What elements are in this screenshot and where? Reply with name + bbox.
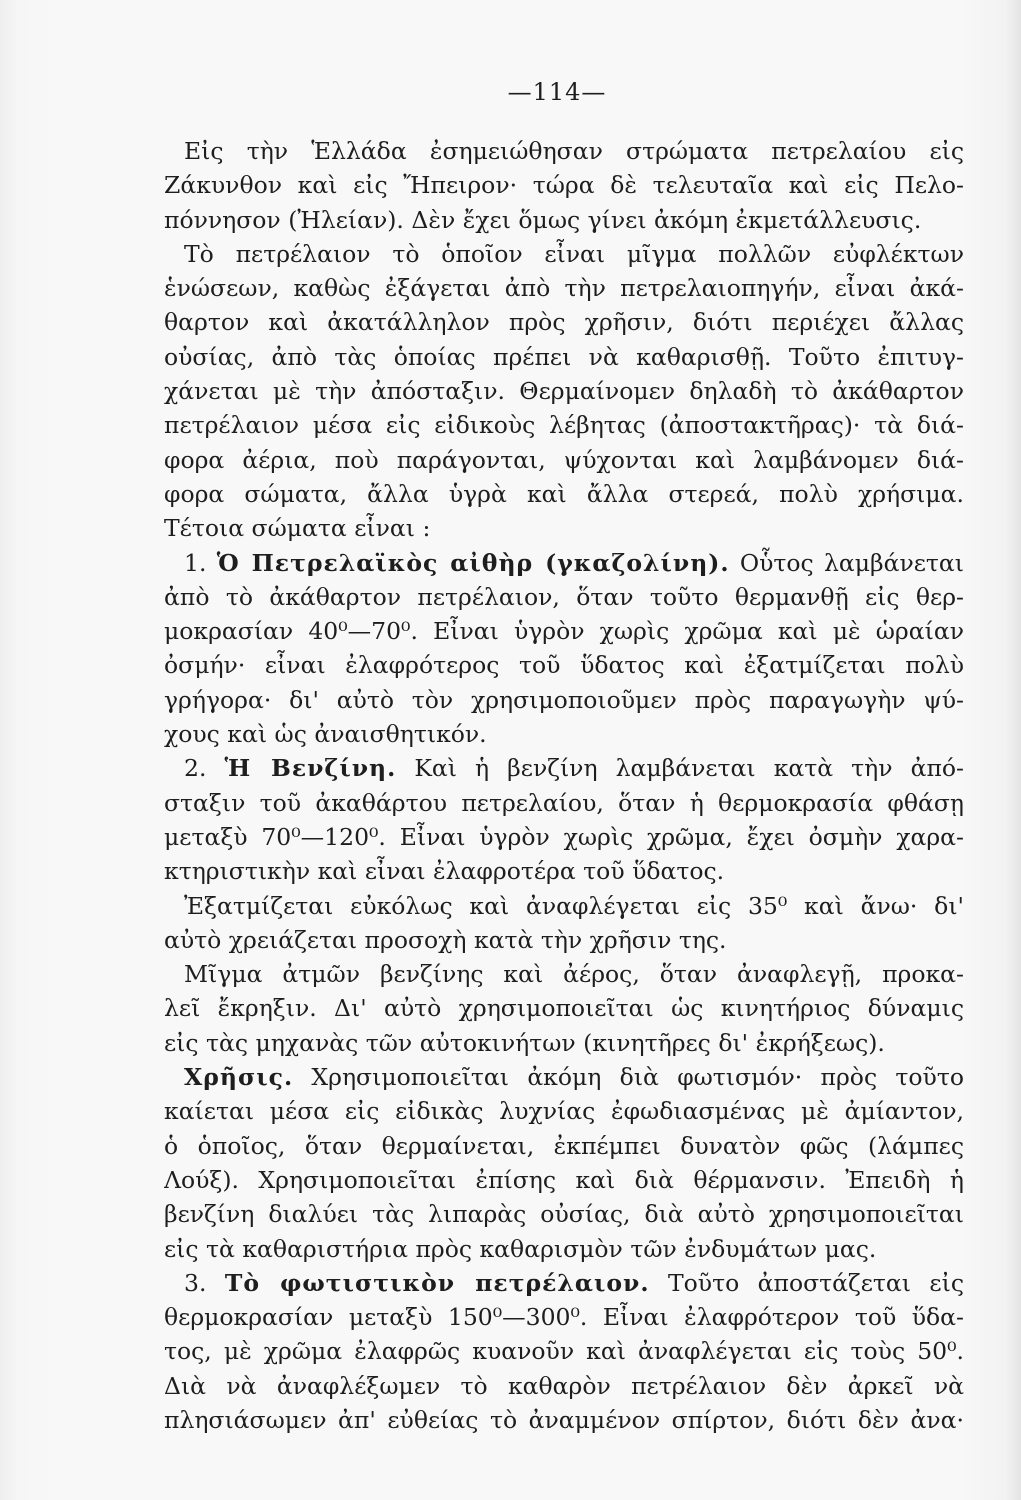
- text-line: Ἐξατμίζεται εὐκόλως καὶ ἀναφλέγεται εἰς 35⁰ καὶ ἄνω· δι': [184, 891, 964, 920]
- text-line: Ζάκυνθον καὶ εἰς Ἤπειρον· τώρα δὲ τελευταῖα καὶ εἰς Πελο-: [164, 171, 964, 200]
- section-heading: Ἡ Βενζίνη.: [224, 754, 397, 783]
- text-line: πλησιάσωμεν ἀπ' εὐθείας τὸ ἀναμμένον σπίρτον, διότι δὲν ἀνα·: [164, 1405, 964, 1434]
- text-line: θερμοκρασίαν μεταξὺ 150⁰—300⁰. Εἶναι ἐλαφρότερον τοῦ ὕδα-: [164, 1303, 964, 1332]
- text-line: εἰς τὰς μηχανὰς τῶν αὐτοκινήτων (κινητῆρες δι' ἐκρήξεως).: [164, 1028, 885, 1057]
- text-line: σταξιν τοῦ ἀκαθάρτου πετρελαίου, ὅταν ἡ θερμοκρασία φθάσῃ: [164, 788, 964, 817]
- text-line: μεταξὺ 70⁰—120⁰. Εἶναι ὑγρὸν χωρὶς χρῶμα, ἔχει ὀσμὴν χαρα-: [164, 822, 964, 851]
- section-heading-line: 3. Τὸ φωτιστικὸν πετρέλαιον. Τοῦτο ἀποστάζεται εἰς: [184, 1268, 964, 1297]
- text-line: Τέτοια σώματα εἶναι :: [164, 514, 431, 543]
- text-line: πετρέλαιον μέσα εἰς εἰδικοὺς λέβητας (ἀποστακτῆρας)· τὰ διά-: [164, 411, 964, 440]
- text-line: χους καὶ ὡς ἀναισθητικόν.: [164, 720, 487, 749]
- text-line: εἰς τὰ καθαριστήρια πρὸς καθαρισμὸν τῶν ἐνδυμάτων μας.: [164, 1234, 877, 1263]
- text-line: ἑνώσεων, καθὼς ἐξάγεται ἀπὸ τὴν πετρελαιοπηγήν, εἶναι ἀκά-: [164, 274, 964, 303]
- section-heading-line: 2. Ἡ Βενζίνη. Καὶ ἡ βενζίνη λαμβάνεται κατὰ τὴν ἀπό-: [184, 754, 964, 783]
- section-heading: Χρῆσις.: [184, 1063, 294, 1092]
- text-line: κτηριστικὴν καὶ εἶναι ἐλαφροτέρα τοῦ ὕδατος.: [164, 857, 725, 886]
- text-line: θαρτον καὶ ἀκατάλληλον πρὸς χρῆσιν, διότι περιέχει ἄλλας: [164, 308, 964, 337]
- text-line: αὐτὸ χρειάζεται προσοχὴ κατὰ τὴν χρῆσιν της.: [164, 925, 727, 954]
- section-heading-line: 1. Ὁ Πετρελαϊκὸς αἰθὴρ (γκαζολίνη). Οὗτος λαμβάνεται: [184, 548, 964, 577]
- text-line: Λούξ). Χρησιμοποιεῖται ἐπίσης καὶ διὰ θέρμανσιν. Ἐπειδὴ ἡ: [164, 1165, 964, 1194]
- text-line: λεῖ ἔκρηξιν. Δι' αὐτὸ χρησιμοποιεῖται ὡς κινητήριος δύναμις: [164, 994, 964, 1023]
- section-heading: Ὁ Πετρελαϊκὸς αἰθὴρ (γκαζολίνη).: [216, 548, 730, 577]
- text-line: τος, μὲ χρῶμα ἐλαφρῶς κυανοῦν καὶ ἀναφλέγεται εἰς τοὺς 50⁰.: [164, 1337, 964, 1366]
- text-line: χάνεται μὲ τὴν ἀπόσταξιν. Θερμαίνομεν δηλαδὴ τὸ ἀκάθαρτον: [164, 377, 964, 406]
- text-line: Εἰς τὴν Ἑλλάδα ἐσημειώθησαν στρώματα πετρελαίου εἰς: [184, 137, 964, 165]
- text-line: Μῖγμα ἀτμῶν βενζίνης καὶ ἀέρος, ὅταν ἀναφλεγῇ, προκα-: [184, 960, 964, 989]
- text-line: ὁ ὁποῖος, ὅταν θερμαίνεται, ἐκπέμπει δυνατὸν φῶς (λάμπες: [164, 1131, 964, 1160]
- text-line: ὀσμήν· εἶναι ἐλαφρότερος τοῦ ὕδατος καὶ ἐξατμίζεται πολὺ: [164, 651, 964, 680]
- text-line: γρήγορα· δι' αὐτὸ τὸν χρησιμοποιοῦμεν πρὸς παραγωγὴν ψύ-: [164, 685, 964, 714]
- text-line: Διὰ νὰ ἀναφλέξωμεν τὸ καθαρὸν πετρέλαιον δὲν ἀρκεῖ νὰ: [164, 1371, 964, 1400]
- text-line: καίεται μέσα εἰς εἰδικὰς λυχνίας ἐφωδιασμένας μὲ ἀμίαντον,: [164, 1097, 964, 1126]
- text-line: οὐσίας, ἀπὸ τὰς ὁποίας πρέπει νὰ καθαρισθῇ. Τοῦτο ἐπιτυγ-: [164, 342, 964, 371]
- page-number: —114—: [507, 78, 607, 106]
- text-line: ἀπὸ τὸ ἀκάθαρτον πετρέλαιον, ὅταν τοῦτο θερμανθῇ εἰς θερ-: [164, 582, 964, 611]
- text-line: Τὸ πετρέλαιον τὸ ὁποῖον εἶναι μῖγμα πολλῶν εὐφλέκτων: [184, 239, 964, 268]
- section-heading-line: Χρῆσις. Χρησιμοποιεῖται ἀκόμη διὰ φωτισμόν· πρὸς τοῦτο: [184, 1063, 964, 1092]
- body-text: [164, 134, 964, 1437]
- text-line: μοκρασίαν 40⁰—70⁰. Εἶναι ὑγρὸν χωρὶς χρῶμα καὶ μὲ ὡραίαν: [164, 617, 964, 646]
- text-line: βενζίνη διαλύει τὰς λιπαρὰς οὐσίας, διὰ αὐτὸ χρησιμοποιεῖται: [164, 1200, 964, 1229]
- section-heading: Τὸ φωτιστικὸν πετρέλαιον.: [224, 1268, 650, 1297]
- text-line: πόννησον (Ἠλείαν). Δὲν ἔχει ὅμως γίνει ἀκόμη ἐκμετάλλευσις.: [164, 205, 922, 234]
- text-line: φορα σώματα, ἄλλα ὑγρὰ καὶ ἄλλα στερεά, πολὺ χρήσιμα.: [164, 479, 964, 508]
- text-line: φορα ἀέρια, ποὺ παράγονται, ψύχονται καὶ λαμβάνομεν διά-: [164, 445, 964, 474]
